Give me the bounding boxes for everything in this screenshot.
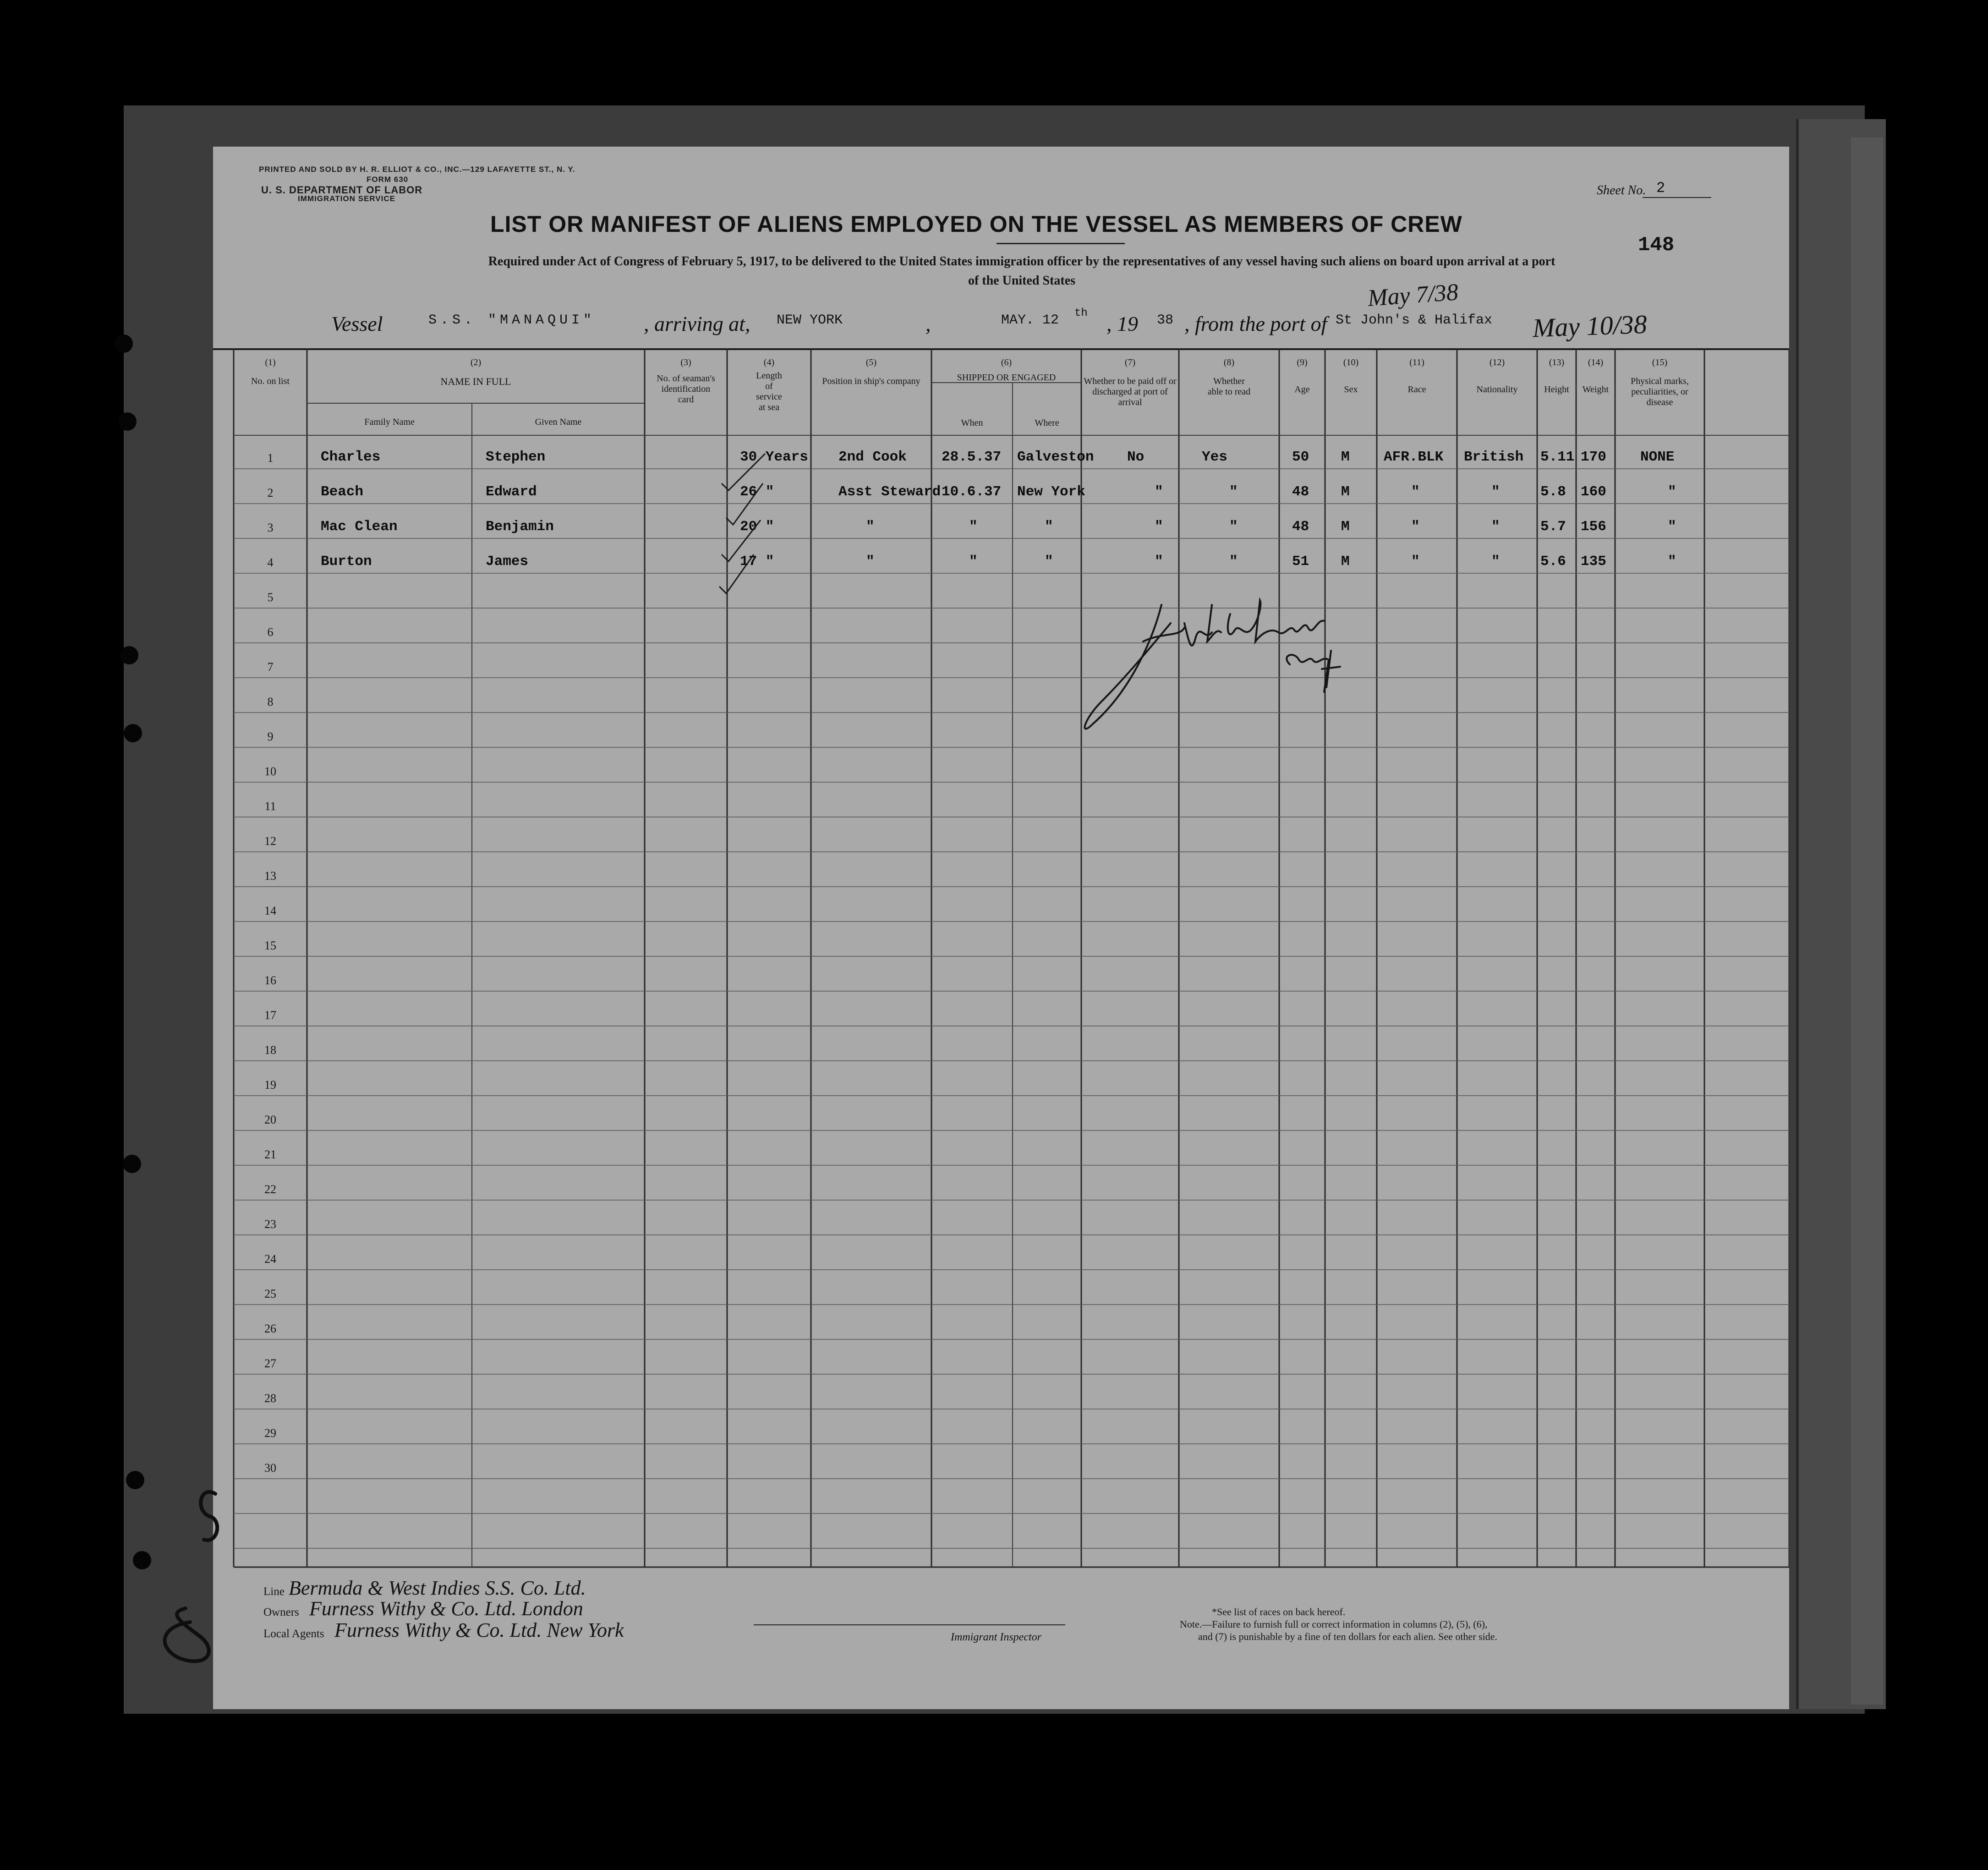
shipped-where-cell: " [1045, 554, 1053, 570]
service-length-cell: 30 Years [740, 449, 808, 465]
col-label: Race [1407, 384, 1426, 395]
col-header-5 [811, 357, 931, 387]
col-num: (14) [1588, 357, 1604, 367]
subtitle-line-1: Required under Act of Congress of February 5, 1917, to be delivered to the United States immigration officer by the representatives of any vessel having such aliens on board upon arrival at a port [488, 254, 1555, 269]
family-name-cell: Charles [321, 449, 381, 465]
position-cell: Asst Steward [838, 484, 941, 500]
col-header-11 [1377, 357, 1457, 395]
col-num: (3) [680, 357, 691, 367]
where-header: Where [1035, 418, 1059, 428]
col-label: Age [1294, 384, 1310, 395]
penalty-note-1: Note.—Failure to furnish full or correct information in columns (2), (5), (6), [1180, 1618, 1488, 1630]
col-num: (12) [1489, 357, 1505, 367]
manifest-sheet [213, 147, 1789, 1709]
row-number: 25 [264, 1287, 276, 1300]
row-number: 15 [264, 939, 276, 952]
year-prefix: , 19 [1106, 312, 1138, 335]
weight-cell: 156 [1581, 519, 1606, 535]
sheet-number: 2 [1656, 180, 1665, 197]
row-number: 17 [264, 1009, 276, 1022]
binder-hole [120, 646, 138, 664]
weight-cell: 160 [1581, 484, 1606, 500]
col-num: (5) [865, 357, 877, 367]
col-num: (9) [1297, 357, 1308, 367]
col-num: (4) [763, 357, 775, 367]
line-value: Bermuda & West Indies S.S. Co. Ltd. [289, 1577, 586, 1599]
height-cell: 5.8 [1540, 484, 1566, 500]
row-number: 21 [264, 1148, 276, 1161]
height-cell: 5.6 [1540, 554, 1566, 570]
owners-value: Furness Withy & Co. Ltd. London [309, 1597, 583, 1620]
subtitle-line-2: of the United States [968, 274, 1076, 288]
given-name-cell: Stephen [486, 449, 546, 465]
col-label: Whether able to read [1207, 376, 1251, 397]
shipped-when-cell: 28.5.37 [942, 449, 1002, 465]
row-number: 11 [264, 800, 276, 813]
row-number: 9 [267, 730, 274, 743]
col-label: No. of seaman's identification card [657, 373, 715, 405]
col-header-8 [1179, 357, 1279, 397]
col-label: Nationality [1476, 384, 1518, 395]
from-port: St John's & Halifax [1336, 313, 1493, 328]
given-name-cell: Benjamin [486, 519, 554, 535]
sex-cell: M [1341, 449, 1350, 465]
row-number: 18 [264, 1043, 276, 1057]
row-number: 29 [264, 1426, 276, 1440]
col-num: (1) [265, 357, 276, 367]
row-number: 23 [264, 1217, 276, 1231]
binder-hole [123, 1155, 141, 1173]
row-number: 12 [264, 834, 276, 848]
shipped-when-cell: " [969, 554, 978, 570]
vessel-label: Vessel [331, 312, 383, 335]
owners-label: Owners [263, 1606, 299, 1618]
age-cell: 48 [1292, 484, 1309, 500]
col-num: (13) [1549, 357, 1565, 367]
row-number: 7 [267, 660, 274, 674]
shipped-when-cell: " [969, 519, 978, 535]
col-num: (8) [1223, 357, 1235, 367]
backing-sheet-edge-2 [1851, 137, 1883, 1705]
position-cell: " [866, 554, 875, 570]
vessel-name: S.S. "MANAQUI" [428, 313, 596, 328]
binder-hole [124, 724, 142, 742]
col-header-2 [307, 357, 645, 387]
department-label: U. S. DEPARTMENT OF LABOR [261, 184, 423, 196]
weight-cell: 170 [1581, 449, 1606, 465]
race-cell: AFR.BLK [1384, 449, 1444, 465]
margin-scribble [131, 1475, 268, 1691]
col-num: (15) [1652, 357, 1668, 367]
row-number: 1 [267, 451, 274, 465]
nationality-cell: " [1491, 519, 1500, 535]
row-number: 4 [267, 556, 274, 569]
arriving-port: NEW YORK [777, 313, 843, 328]
penalty-note-2: and (7) is punishable by a fine of ten dollars for each alien. See other side. [1198, 1631, 1498, 1642]
when-header: When [961, 418, 983, 428]
age-cell: 51 [1292, 554, 1309, 570]
page-number: 148 [1638, 234, 1675, 257]
able-to-read-cell: " [1229, 519, 1238, 535]
physical-marks-cell: " [1668, 554, 1676, 570]
physical-marks-cell: " [1668, 484, 1676, 500]
row-number: 28 [264, 1392, 276, 1405]
col-header-3 [645, 357, 727, 405]
handwritten-date-1: May 7/38 [1367, 279, 1459, 312]
line-label: Line [263, 1585, 285, 1598]
shipped-where-cell: " [1045, 519, 1053, 535]
row-number: 14 [264, 904, 276, 917]
col-label: No. on list [251, 376, 290, 386]
col-label: Height [1544, 384, 1569, 395]
row-number: 2 [267, 486, 274, 499]
row-number: 10 [264, 765, 276, 778]
col-label: Length of service at sea [756, 371, 782, 412]
row-number: 22 [264, 1183, 276, 1196]
service-length-cell: 17 " [740, 554, 774, 570]
binder-hole [115, 335, 133, 353]
col-num: (6) [1001, 357, 1012, 367]
able-to-read-cell: " [1229, 484, 1238, 500]
races-note: *See list of races on back hereof. [1212, 1606, 1346, 1618]
binder-hole [118, 412, 137, 431]
paid-off-cell: " [1155, 484, 1163, 500]
row-number: 27 [264, 1357, 276, 1370]
comma-sep: , [926, 312, 931, 335]
col-label: SHIPPED OR ENGAGED [957, 373, 1056, 383]
col-label: Whether to be paid off or discharged at port of arrival [1084, 376, 1177, 407]
year-suffix: 38 [1157, 313, 1174, 328]
able-to-read-cell: Yes [1202, 449, 1227, 465]
physical-marks-cell: NONE [1640, 449, 1675, 465]
race-cell: " [1411, 554, 1420, 570]
col-header-12 [1457, 357, 1537, 395]
agents-value: Furness Withy & Co. Ltd. New York [334, 1619, 624, 1641]
col-label: Sex [1344, 384, 1358, 395]
col-num: (7) [1124, 357, 1136, 367]
row-number: 5 [267, 591, 274, 604]
col-header-15 [1615, 357, 1704, 408]
row-number: 3 [267, 521, 274, 534]
col-header-6 [931, 357, 1081, 383]
col-num: (11) [1409, 357, 1424, 367]
col-num: (2) [470, 357, 482, 367]
physical-marks-cell: " [1668, 519, 1676, 535]
row-number: 20 [264, 1113, 276, 1126]
given-name-cell: James [486, 554, 529, 570]
race-cell: " [1411, 484, 1420, 500]
row-number: 30 [264, 1461, 276, 1475]
row-number: 13 [264, 869, 276, 883]
page-title: LIST OR MANIFEST OF ALIENS EMPLOYED ON THE VESSEL AS MEMBERS OF CREW [490, 211, 1462, 237]
row-number: 16 [264, 974, 276, 987]
position-cell: " [866, 519, 875, 535]
row-number: 8 [267, 695, 274, 708]
height-cell: 5.7 [1540, 519, 1566, 535]
row-number: 6 [267, 625, 274, 639]
handwritten-date-2: May 10/38 [1532, 309, 1648, 343]
check-marks [712, 440, 772, 596]
height-cell: 5.11 [1540, 449, 1575, 465]
agents-label: Local Agents [263, 1628, 324, 1640]
able-to-read-cell: " [1229, 554, 1238, 570]
col-num: (10) [1343, 357, 1359, 367]
col-label: NAME IN FULL [440, 376, 511, 387]
nationality-cell: British [1464, 449, 1524, 465]
col-header-7 [1081, 357, 1179, 408]
col-header-1 [234, 357, 307, 387]
paid-off-cell: No [1127, 449, 1145, 465]
nationality-cell: " [1491, 554, 1500, 570]
col-header-14 [1576, 357, 1615, 395]
col-label: Weight [1582, 384, 1609, 395]
row-number: 24 [264, 1252, 276, 1266]
col-header-10 [1325, 357, 1377, 395]
printer-line: PRINTED AND SOLD BY H. R. ELLIOT & CO., INC.—129 LAFAYETTE ST., N. Y. [259, 165, 575, 174]
paid-off-cell: " [1155, 519, 1163, 535]
age-cell: 48 [1292, 519, 1309, 535]
sex-cell: M [1341, 519, 1350, 535]
col-header-4 [727, 357, 811, 413]
col-header-13 [1537, 357, 1576, 395]
inspector-label: Immigrant Inspector [951, 1631, 1041, 1643]
shipped-when-cell: 10.6.37 [942, 484, 1002, 500]
service-length-cell: 26 " [740, 484, 774, 500]
family-name-cell: Beach [321, 484, 364, 500]
given-name-cell: Edward [486, 484, 537, 500]
from-port-label: , from the port of [1184, 312, 1327, 335]
form-number: FORM 630 [367, 175, 409, 184]
row-number: 19 [264, 1078, 276, 1091]
inspector-signature [1074, 587, 1372, 761]
sex-cell: M [1341, 554, 1350, 570]
race-cell: " [1411, 519, 1420, 535]
position-cell: 2nd Cook [838, 449, 907, 465]
col-label: Position in ship's company [822, 376, 920, 386]
shipped-where-cell: New York [1017, 484, 1085, 500]
given-name-header: Given Name [535, 417, 582, 427]
col-header-9 [1279, 357, 1325, 395]
shipped-where-cell: Galveston [1017, 449, 1094, 465]
service-length-cell: 20 " [740, 519, 774, 535]
service-label: IMMIGRATION SERVICE [298, 194, 395, 203]
family-name-cell: Burton [321, 554, 372, 570]
family-name-cell: Mac Clean [321, 519, 398, 535]
col-label: Physical marks, peculiarities, or disease [1631, 376, 1689, 407]
row-number: 26 [264, 1322, 276, 1335]
arrival-month-day: MAY. 12 [1001, 313, 1059, 328]
nationality-cell: " [1491, 484, 1500, 500]
paid-off-cell: " [1155, 554, 1163, 570]
sex-cell: M [1341, 484, 1350, 500]
arrival-day-suffix: th [1074, 307, 1088, 319]
arriving-label: , arriving at, [644, 312, 750, 335]
weight-cell: 135 [1581, 554, 1606, 570]
family-name-header: Family Name [364, 417, 415, 427]
age-cell: 50 [1292, 449, 1309, 465]
sheet-label: Sheet No. [1597, 183, 1646, 197]
inspector-signature-line [754, 1624, 1065, 1625]
